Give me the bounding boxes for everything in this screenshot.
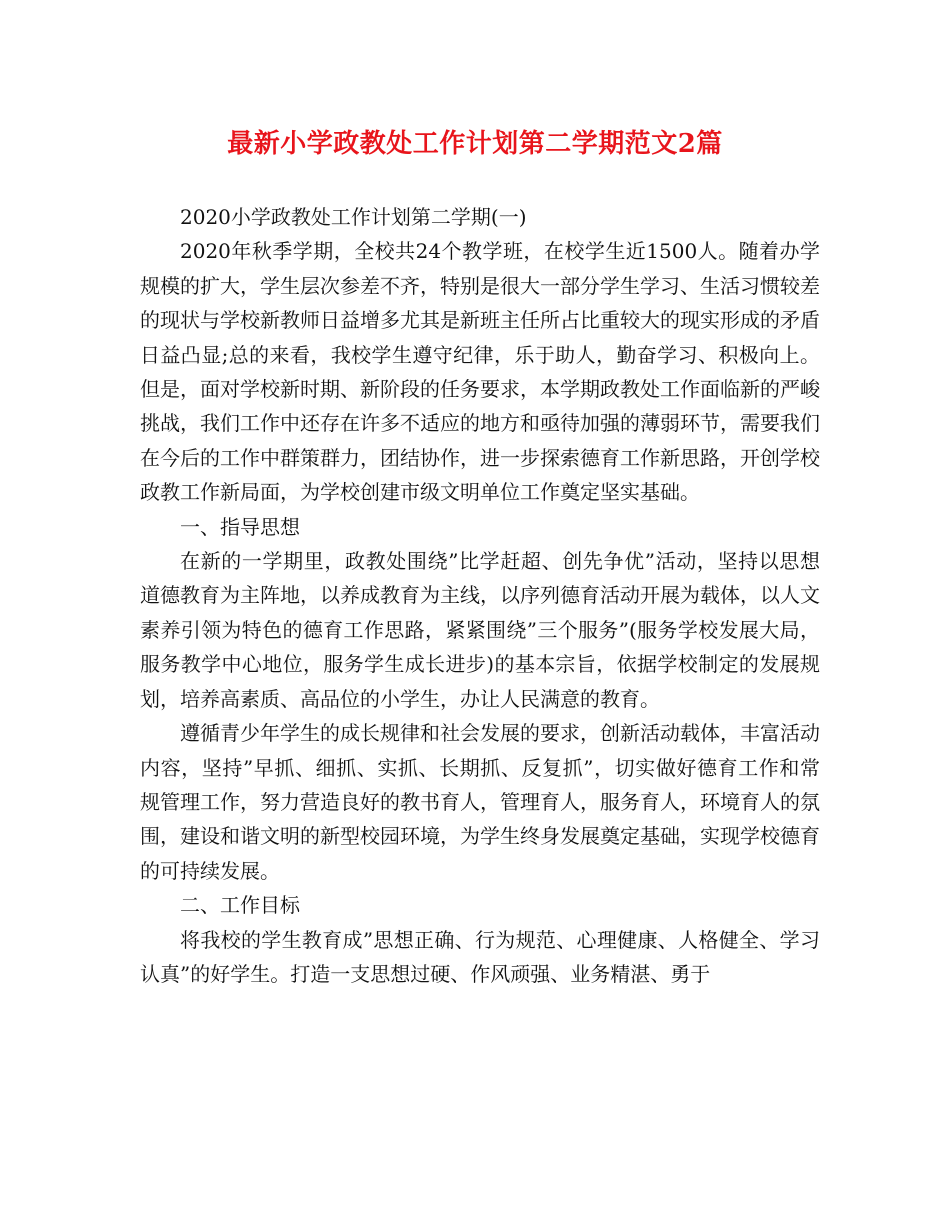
section-subtitle: 2020小学政教处工作计划第二学期(一)	[180, 205, 527, 229]
document-body	[140, 200, 820, 991]
document-title: 最新小学政教处工作计划第二学期范文2篇	[227, 129, 723, 159]
heading-work-goals: 二、工作目标	[180, 893, 300, 918]
paragraph-intro: 2020年秋季学期，全校共24个教学班，在校学生近1500人。随着办学规模的扩大，学生层次参差不齐，特别是很大一部分学生学习、生活习惯较差的现状与学校新教师日益增多尤其是新班主任所占比重较大的现实形成的矛盾日益凸显;总的来看，我校学生遵守纪律，乐于助人，勤奋学习、积极向上。但是，面对学校新时期、新阶段的任务要求，本学期政教处工作面临新的严峻挑战，我们工作中还存在许多不适应的地方和亟待加强的薄弱环节，需要我们在今后的工作中群策群力，团结协作，进一步探索德育工作新思路，开创学校政教工作新局面，为学校创建市级文明单位工作奠定坚实基础。	[140, 239, 820, 505]
heading-guiding-ideology: 一、指导思想	[180, 514, 300, 539]
paragraph-guiding-ideology: 在新的一学期里，政教处围绕”比学赶超、创先争优”活动，坚持以思想道德教育为主阵地，以养成教育为主线，以序列德育活动开展为载体，以人文素养引领为特色的德育工作思路，紧紧围绕”三个服务”(服务学校发展大局，服务教学中心地位，服务学生成长进步)的基本宗旨，依据学校制定的发展规划，培养高素质、高品位的小学生，办让人民满意的教育。	[140, 549, 820, 711]
paragraph-growth-rules: 遵循青少年学生的成长规律和社会发展的要求，创新活动载体，丰富活动内容，坚持”早抓、细抓、实抓、长期抓、反复抓”，切实做好德育工作和常规管理工作，努力营造良好的教书育人，管理育人，服务育人，环境育人的氛围，建设和谐文明的新型校园环境，为学生终身发展奠定基础，实现学校德育的可持续发展。	[140, 721, 820, 883]
paragraph-work-goals: 将我校的学生教育成”思想正确、行为规范、心理健康、人格健全、学习认真”的好学生。打造一支思想过硬、作风顽强、业务精湛、勇于	[140, 927, 820, 986]
